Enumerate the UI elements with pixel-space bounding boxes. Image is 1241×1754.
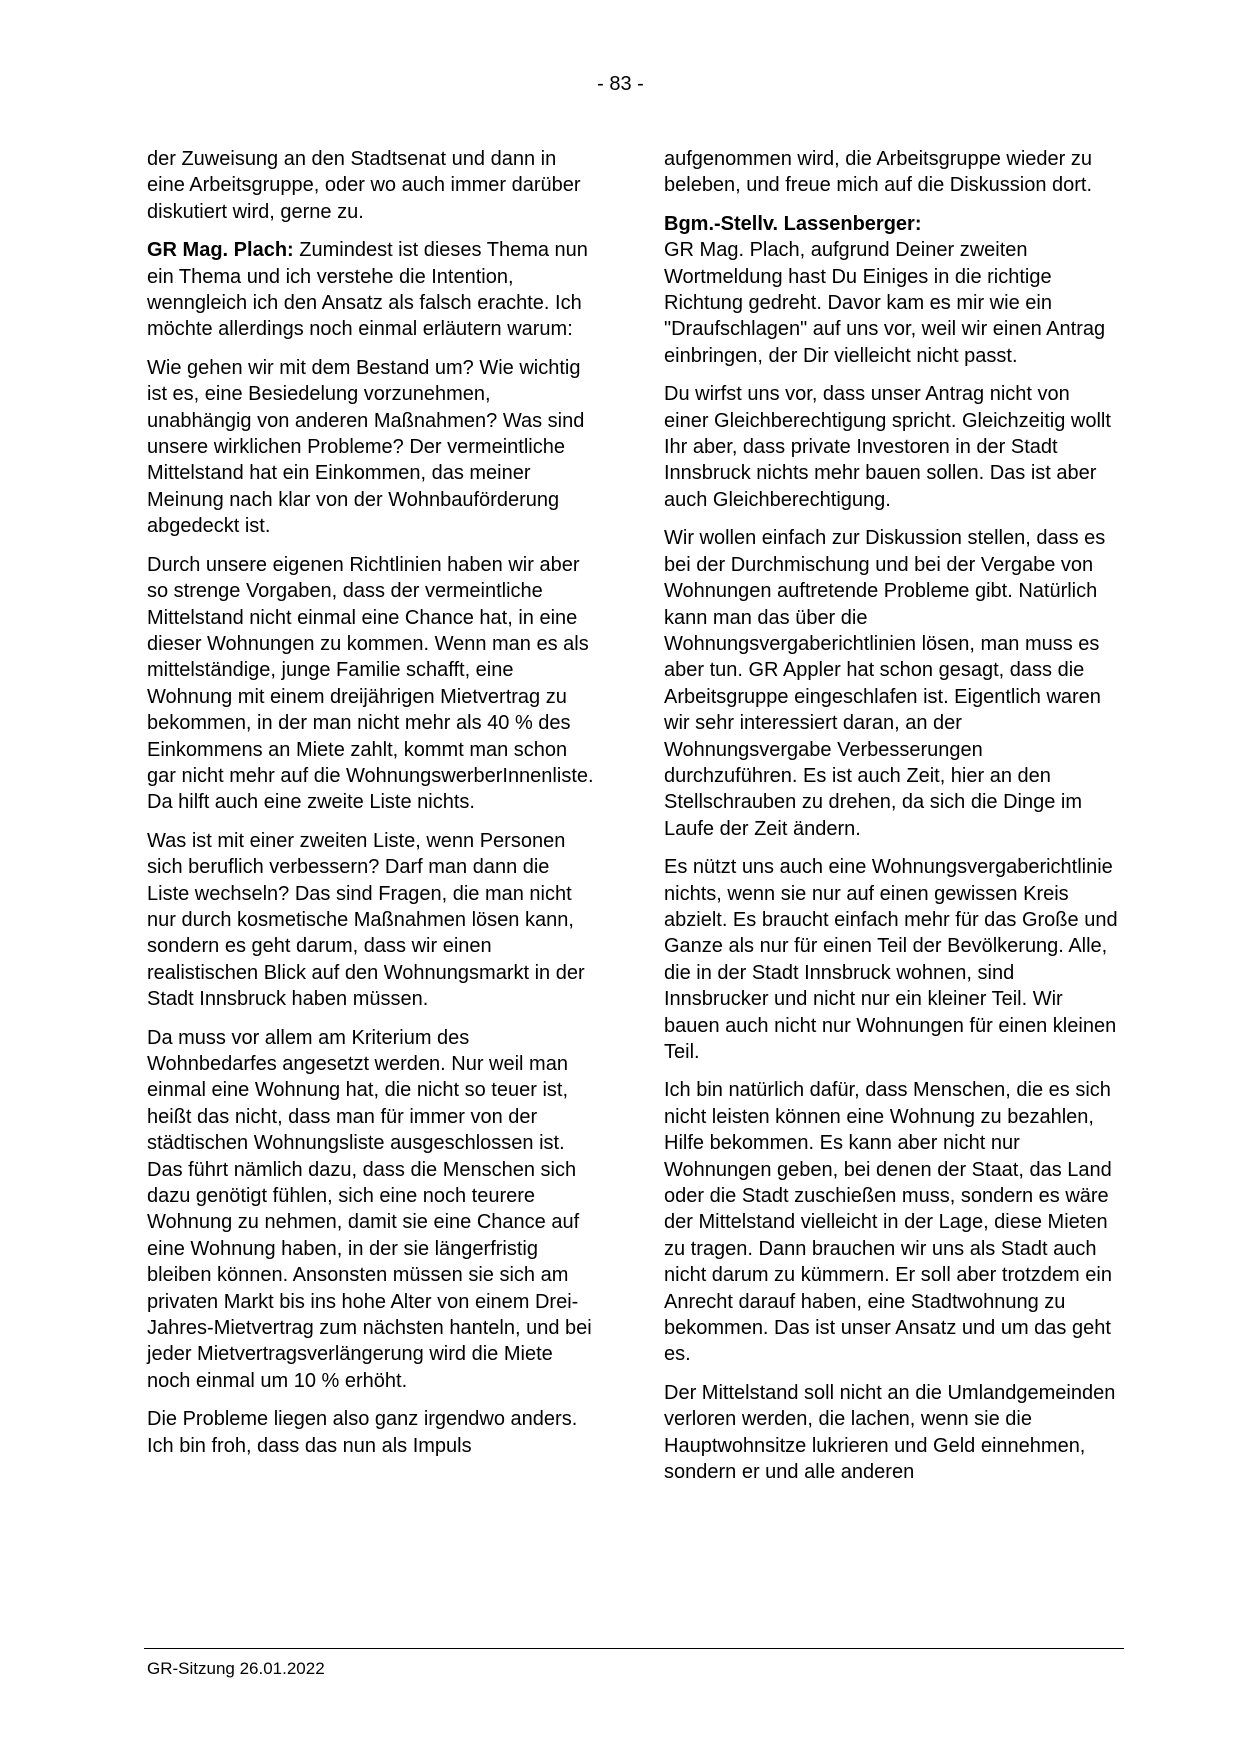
speaker-name: Bgm.-Stellv. Lassenberger: [664, 212, 922, 235]
footer-divider [144, 1648, 1124, 1649]
paragraph: Du wirfst uns vor, dass unser Antrag nicht von einer Gleichberechtigung spricht. Gleichzeitig wollt Ihr aber, dass private Investoren in der Stadt Innsbruck nichts mehr bauen sollen. Das ist aber auch Gleichberechtigung. [664, 383, 1111, 511]
paragraph: Wie gehen wir mit dem Bestand um? Wie wichtig ist es, eine Besiedelung vorzunehmen, unabhängig von anderen Maßnahmen? Was sind unsere wirklichen Probleme? Der vermeintliche Mittelstand hat ein Einkommen, das meiner Meinung nach klar von der Wohnbauförderung abgedeckt ist. [147, 356, 585, 538]
paragraph: Die Probleme liegen also ganz irgendwo anders. Ich bin froh, dass das nun als Impuls [147, 1408, 578, 1457]
paragraph: Ich bin natürlich dafür, dass Menschen, die es sich nicht leisten können eine Wohnung zu bezahlen, Hilfe bekommen. Es kann aber nicht nur Wohnungen geben, bei denen der Staat, das Land oder die Stadt zuschießen muss, sondern es wäre der Mittelstand vielleicht in der Lage, diese Mieten zu tragen. Dann brauchen wir uns als Stadt auch nicht darum zu kümmern. Er soll aber trotzdem ein Anrecht darauf haben, eine Stadtwohnung zu bekommen. Das ist unser Ansatz und um das geht es. [664, 1079, 1112, 1366]
paragraph: Der Mittelstand soll nicht an die Umlandgemeinden verloren werden, die lachen, wenn sie die Hauptwohnsitze lukrieren und Geld einnehmen, sondern er und alle anderen [664, 1381, 1116, 1484]
paragraph: Durch unsere eigenen Richtlinien haben wir aber so strenge Vorgaben, dass der vermeintliche Mittelstand nicht einmal eine Chance hat, in eine dieser Wohnungen zu kommen. Wenn man es als mittelständige, junge Familie schafft, eine Wohnung mit einem dreijährigen Mietvertrag zu bekommen, in der man nicht mehr als 40 % des Einkommens an Miete zahlt, kommt man schon gar nicht mehr auf die WohnungswerberInnenliste. Da hilft auch eine zweite Liste nichts. [147, 553, 594, 814]
paragraph: Wir wollen einfach zur Diskussion stellen, dass es bei der Durchmischung und bei der Vergabe von Wohnungen auftretende Probleme gibt. Natürlich kann man das über die Wohnungsvergaberichtlinien lösen, man muss es aber tun. GR Appler hat schon gesagt, dass die Arbeitsgruppe eingeschlafen ist. Eigentlich waren wir sehr interessiert daran, an der Wohnungsvergabe Verbesserungen durchzuführen. Es ist auch Zeit, hier an den Stellschrauben zu drehen, da sich die Dinge im Laufe der Zeit ändern. [664, 527, 1106, 840]
right-column [664, 146, 1119, 1498]
speech-paragraph [147, 237, 597, 343]
left-column [147, 146, 597, 1471]
footer-session-label: GR-Sitzung 26.01.2022 [147, 1659, 325, 1678]
speech-text: Zumindest ist dieses Thema nun ein Thema und ich verstehe die Intention, wenngleich ich den Ansatz als falsch erachte. Ich möchte allerdings noch einmal erläutern warum: [147, 239, 588, 341]
paragraph: Was ist mit einer zweiten Liste, wenn Personen sich beruflich verbessern? Darf man dann die Liste wechseln? Das sind Fragen, die man nicht nur durch kosmetische Maßnahmen lösen kann, sondern es geht darum, dass wir einen realistischen Blick auf den Wohnungsmarkt in der Stadt Innsbruck haben müssen. [147, 829, 585, 1011]
paragraph: Da muss vor allem am Kriterium des Wohnbedarfes angesetzt werden. Nur weil man einmal eine Wohnung hat, die nicht so teuer ist, heißt das nicht, dass man für immer von der städtischen Wohnungsliste ausgeschlossen ist. Das führt nämlich dazu, dass die Menschen sich dazu genötigt fühlen, sich eine noch teurere Wohnung zu nehmen, damit sie eine Chance auf eine Wohnung haben, in der sie längerfristig bleiben können. Ansonsten müssen sie sich am privaten Markt bis ins hohe Alter von einem Drei-Jahres-Mietvertrag zum nächsten hanteln, und bei jeder Mietvertragsverlängerung wird die Miete noch einmal um 10 % erhöht. [147, 1026, 592, 1392]
speaker-name: GR Mag. Plach: [147, 239, 294, 262]
paragraph: Es nützt uns auch eine Wohnungsvergaberichtlinie nichts, wenn sie nur auf einen gewissen Kreis abzielt. Es braucht einfach mehr für das Große und Ganze als nur für einen Teil der Bevölkerung. Alle, die in der Stadt Innsbruck wohnen, sind Innsbrucker und nicht nur ein kleiner Teil. Wir bauen auch nicht nur Wohnungen für einen kleinen Teil. [664, 856, 1118, 1063]
paragraph: der Zuweisung an den Stadtsenat und dann in eine Arbeitsgruppe, oder wo auch immer darüber diskutiert wird, gerne zu. [147, 148, 581, 223]
page-number: - 83 - [597, 73, 644, 95]
paragraph: aufgenommen wird, die Arbeitsgruppe wieder zu beleben, und freue mich auf die Diskussion dort. [664, 148, 1093, 197]
speech-text: GR Mag. Plach, aufgrund Deiner zweiten Wortmeldung hast Du Einiges in die richtige Richtung gedreht. Davor kam es mir wie ein "Draufschlagen" auf uns vor, weil wir einen Antrag einbringen, der Dir vielleicht nicht passt. [664, 239, 1106, 367]
speech-paragraph [664, 211, 1119, 369]
